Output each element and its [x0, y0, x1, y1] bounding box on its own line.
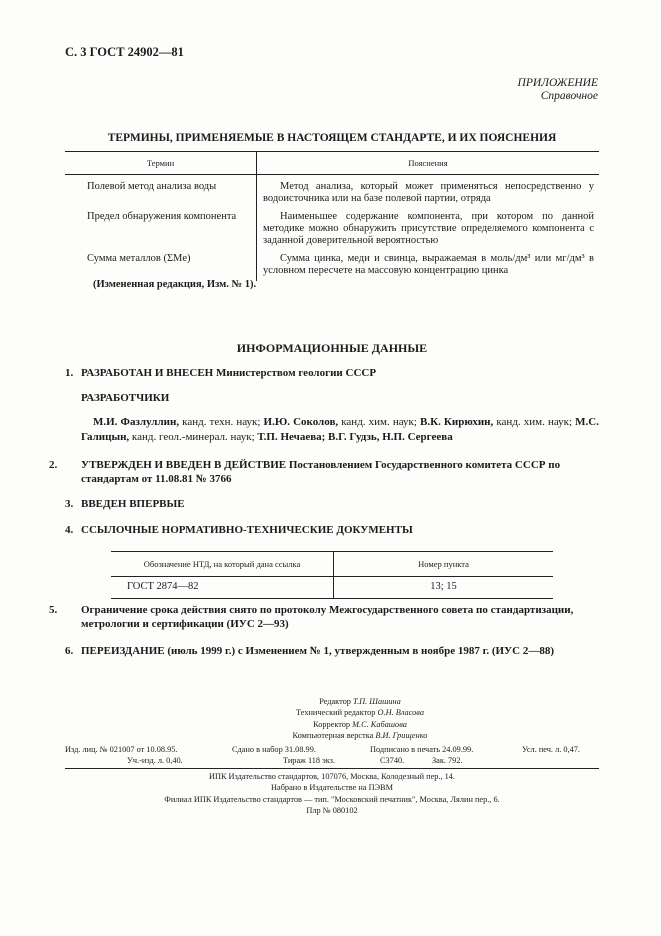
- license-text: Изд. лиц. № 021007 от 10.08.95.: [65, 745, 178, 754]
- item-bold-text: УТВЕРЖДЕН И ВВЕДЕН В ДЕЙСТВИЕ: [81, 459, 287, 471]
- developer-degree: канд. хим. наук;: [493, 416, 576, 428]
- document-cell: ГОСТ 2874—82: [111, 577, 334, 599]
- sheets-text: Усл. печ. л. 0,47.: [522, 745, 580, 754]
- developer-degree: канд. хим. наук;: [338, 416, 421, 428]
- developer-name: М.С. Галицын,: [81, 416, 599, 443]
- item-number: 5.: [49, 604, 58, 616]
- developer-degree: канд. техн. наук;: [179, 416, 264, 428]
- info-section-title: ИНФОРМАЦИОННЫЕ ДАННЫЕ: [236, 341, 428, 355]
- order-text: Зак. 792.: [432, 756, 463, 765]
- staff-name: О.Н. Власова: [377, 708, 424, 718]
- term-cell: Предел обнаружения компонента: [65, 205, 257, 247]
- item-text: ССЫЛОЧНЫЕ НОРМАТИВНО-ТЕХНИЧЕСКИЕ ДОКУМЕНТЫ: [81, 524, 413, 536]
- item-number: 6.: [65, 645, 74, 657]
- staff-name: Т.П. Шашина: [353, 697, 401, 706]
- item-text: Ограничение срока действия снято по протоколу Межгосударственного совета по стандартизации, метрологии и сертификации (ИУС 2—93): [81, 604, 574, 630]
- info-item-6: [65, 644, 599, 658]
- explanation-cell: Сумма цинка, меди и свинца, выражаемая в моль/дм³ или мг/дм³ в условном пересчете на массовую концентрацию цинка: [263, 253, 594, 276]
- column-header-explanation: Пояснения: [257, 152, 600, 175]
- column-header-clause: Номер пункта: [334, 552, 554, 577]
- appendix-title: ПРИЛОЖЕНИЕ: [517, 77, 598, 89]
- publisher-line: Плр № 080102: [306, 805, 358, 815]
- info-item-3: [65, 497, 599, 511]
- column-header-term: Термин: [65, 152, 257, 175]
- table-row: [65, 247, 599, 281]
- item-text: Министерством геологии СССР: [213, 367, 377, 379]
- references-table-header: [111, 552, 553, 577]
- explanation-cell: Наименьшее содержание компонента, при котором по данной методике можно обнаружить присутствие определяемого компонента с заданной доверительной вероятностью: [263, 211, 594, 246]
- developer-name: И.Ю. Соколов,: [263, 416, 339, 428]
- staff-role: Технический редактор: [296, 708, 378, 718]
- developer-name: В.К. Кирюхин,: [420, 416, 494, 428]
- developer-degree: канд. геол.-минерал. наук;: [129, 431, 258, 443]
- print-run-text: Тираж 118 экз.: [283, 756, 335, 765]
- table-row: [111, 577, 553, 599]
- info-item-5: [49, 603, 599, 631]
- item-text: ВВЕДЕН ВПЕРВЫЕ: [81, 498, 185, 510]
- terms-section-title: ТЕРМИНЫ, ПРИМЕНЯЕМЫЕ В НАСТОЯЩЕМ СТАНДАРТЕ, И ИХ ПОЯСНЕНИЯ: [107, 132, 557, 144]
- clause-cell: 13; 15: [334, 577, 554, 599]
- table-row: [65, 175, 599, 206]
- divider: [65, 768, 599, 769]
- pub-sheets-text: Уч.-изд. л. 0,40.: [127, 756, 183, 765]
- publisher-line: ИПК Издательство стандартов, 107076, Москва, Колодезный пер., 14.: [208, 772, 456, 781]
- column-header-document: Обозначение НТД, на который дана ссылка: [111, 552, 334, 577]
- terms-table-header: [65, 152, 599, 175]
- info-item-2: [49, 458, 599, 486]
- developer-name: М.И. Фазлуллин,: [93, 416, 180, 428]
- appendix-subtitle: Справочное: [540, 90, 598, 102]
- code-text: С3740.: [380, 756, 405, 765]
- developers-title: РАЗРАБОТЧИКИ: [81, 392, 170, 404]
- item-text: ПЕРЕИЗДАНИЕ (июль 1999 г.) с Изменением № 1, утвержденным в ноябре 1987 г. (ИУС 2—88): [81, 645, 554, 657]
- submitted-text: Сдано в набор 31.08.99.: [232, 745, 316, 754]
- signed-text: Подписано в печать 24.09.99.: [370, 745, 474, 754]
- developers-list: [81, 415, 599, 445]
- appendix-label: [518, 77, 598, 103]
- explanation-cell: Метод анализа, который может применяться непосредственно у водоисточника или на базе полевой партии, отряда: [263, 181, 594, 204]
- term-cell: Сумма металлов (ΣMe): [65, 247, 257, 281]
- publisher-line: Филиал ИПК Издательство стандартов — тип. "Московский печатник", Москва, Лялин пер., 6.: [164, 794, 500, 804]
- item-bold-text: РАЗРАБОТАН И ВНЕСЕН: [81, 367, 214, 379]
- info-item-1: [65, 366, 599, 380]
- amendment-note: (Измененная редакция, Изм. № 1).: [93, 279, 257, 290]
- term-cell: Полевой метод анализа воды: [65, 175, 257, 206]
- info-item-4: [65, 523, 599, 537]
- item-text: Постановлением Государственного комитета СССР по стандартам от 11.08.81 № 3766: [81, 459, 561, 485]
- staff-role: Корректор: [313, 719, 353, 729]
- references-table: [111, 551, 553, 599]
- item-number: 3.: [65, 498, 74, 510]
- staff-line: [200, 696, 520, 707]
- staff-role: Редактор: [319, 697, 353, 706]
- staff-role: Компьютерная верстка: [292, 730, 376, 740]
- table-row: [65, 205, 599, 247]
- editorial-staff: [200, 696, 520, 741]
- staff-name: М.С. Кабашова: [352, 719, 407, 729]
- item-number: 1.: [65, 367, 74, 379]
- publisher-line: Набрано в Издательстве на ПЭВМ: [271, 783, 393, 793]
- staff-line: [200, 719, 520, 730]
- publisher-info: [65, 771, 599, 816]
- staff-line: [200, 730, 520, 741]
- item-number: 2.: [49, 459, 58, 471]
- staff-line: [200, 707, 520, 718]
- developer-name: Т.П. Нечаева; В.Г. Гудзь, Н.П. Сергеева: [257, 431, 453, 443]
- item-number: 4.: [65, 524, 74, 536]
- page-header: С. 3 ГОСТ 24902—81: [65, 45, 184, 59]
- staff-name: В.И. Грищенко: [375, 730, 428, 740]
- terms-table: [65, 151, 599, 281]
